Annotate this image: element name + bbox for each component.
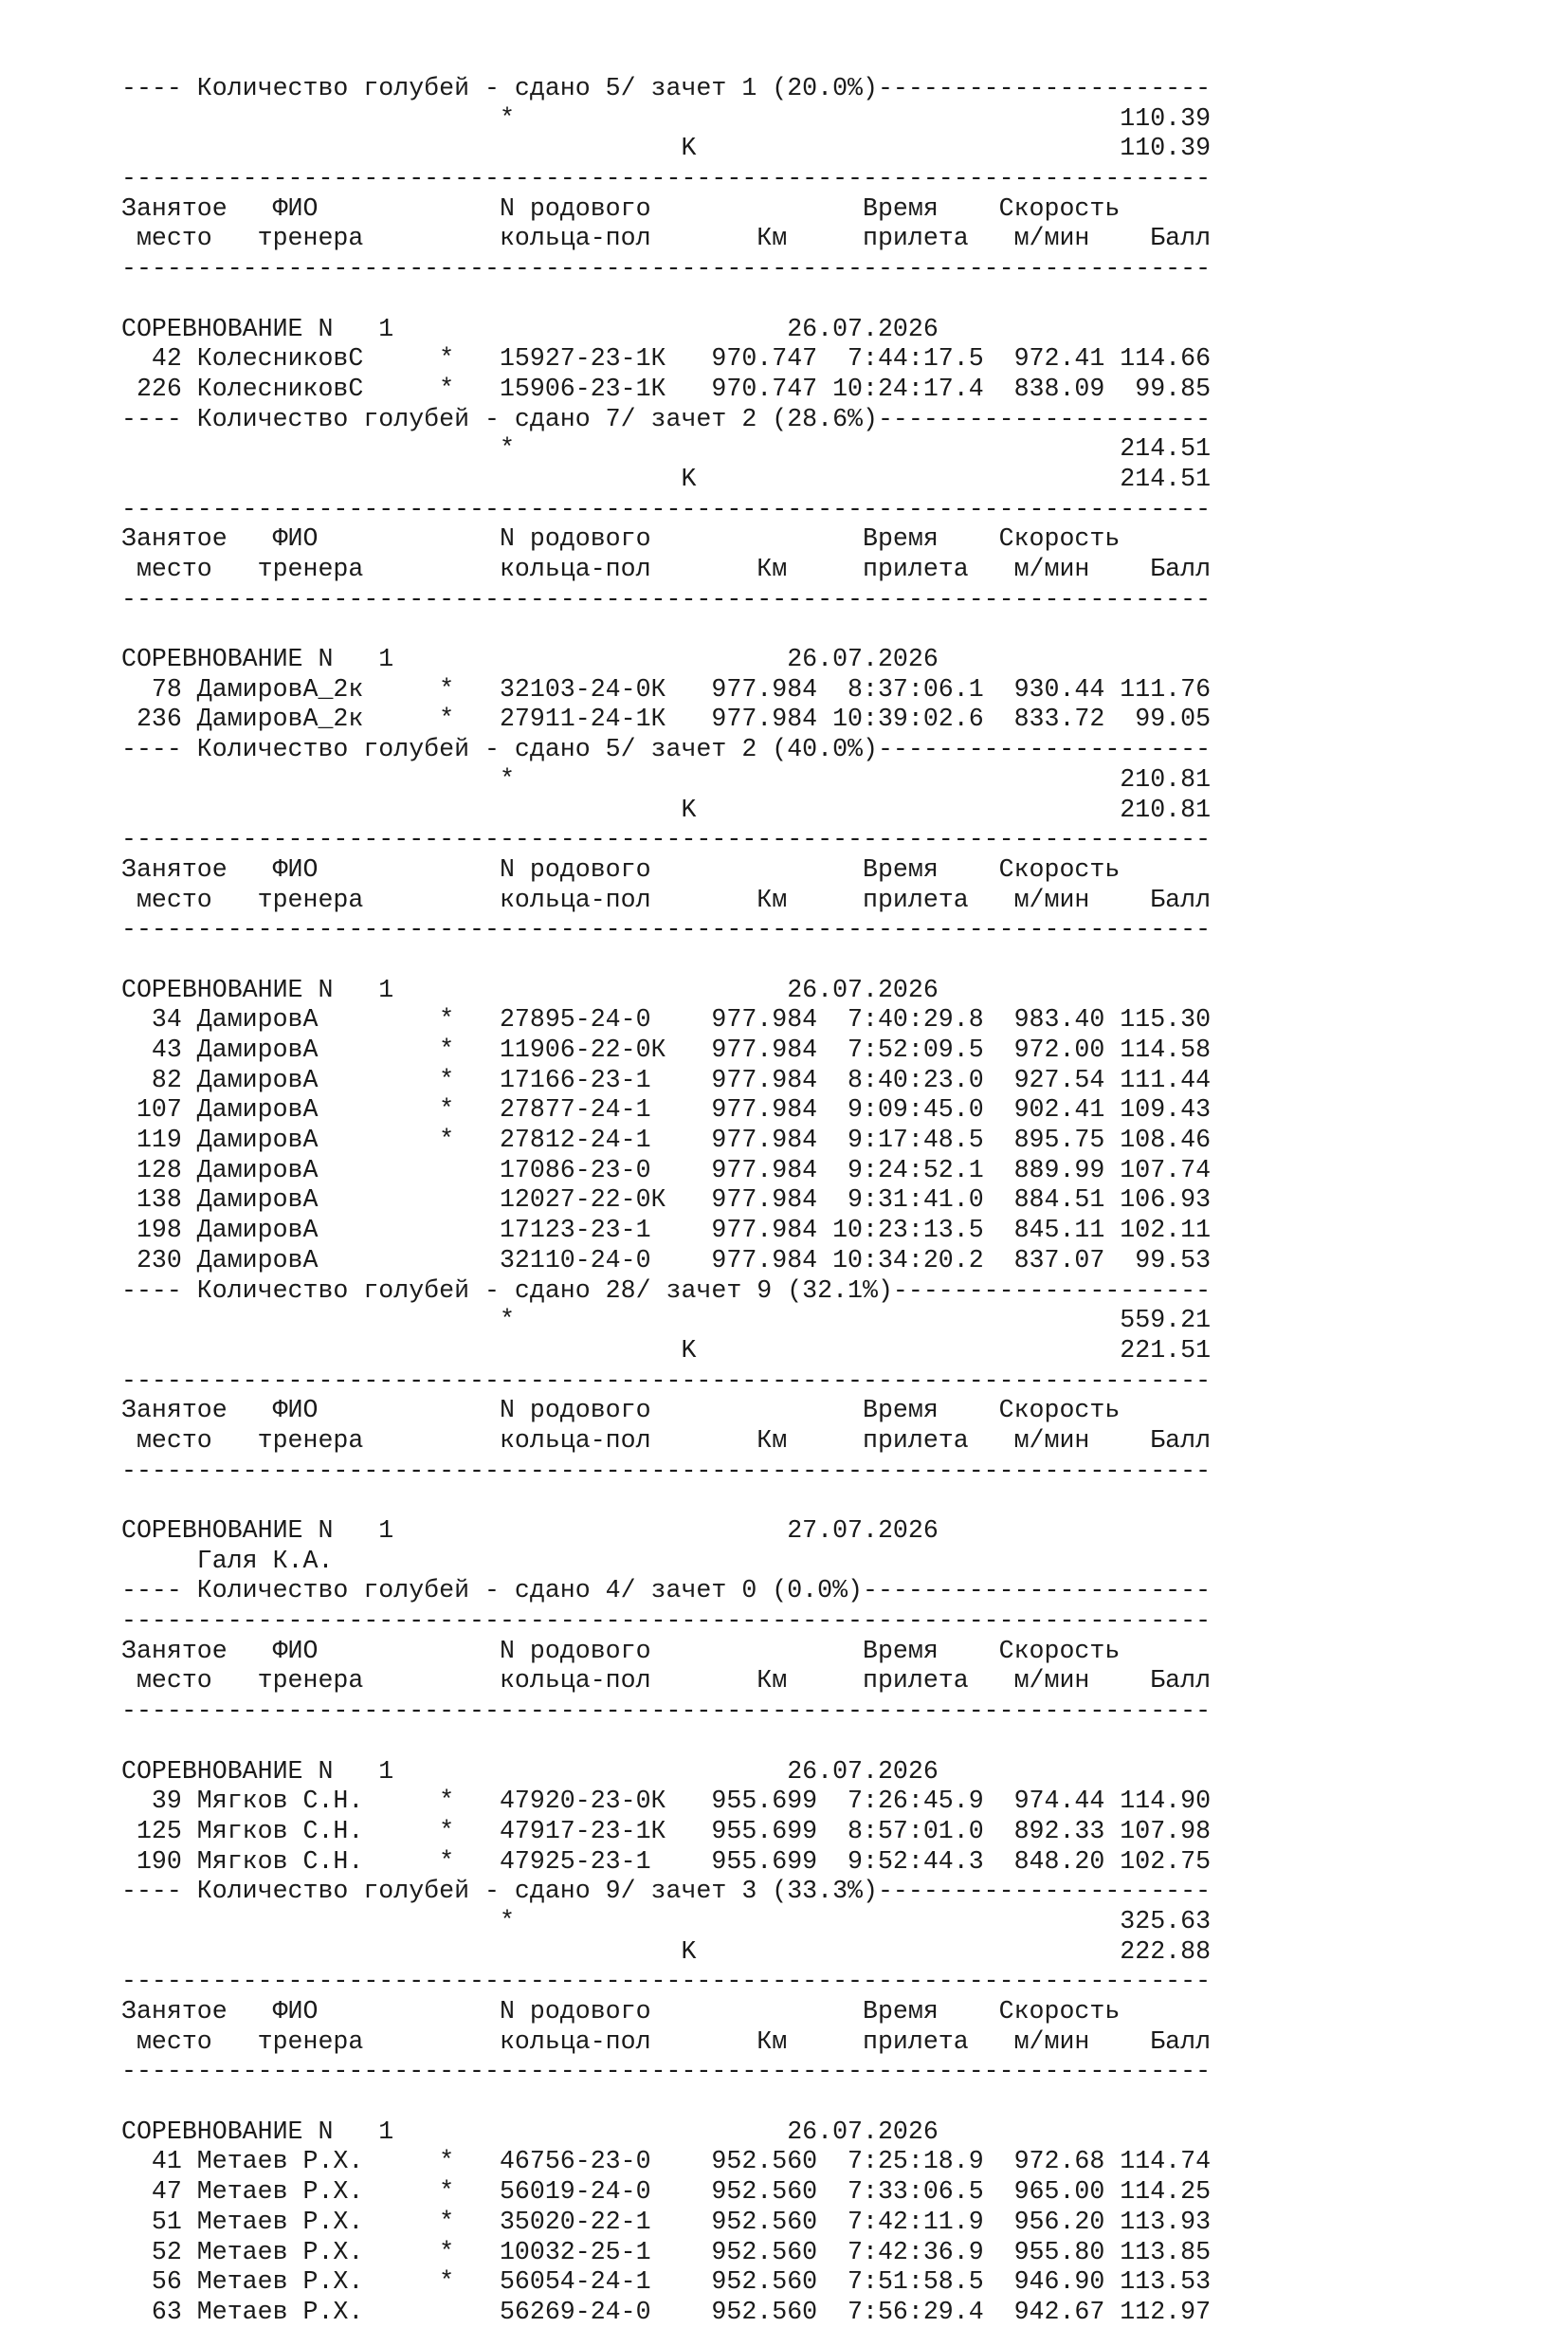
header-line: Занятое ФИО N родового Время Скорость — [121, 1997, 1212, 2026]
total-line: * 559.21 — [121, 1306, 1212, 1335]
report-line: Галя К.А. — [121, 1546, 334, 1575]
summary-line: ---- Количество голубей - сдано 5/ зачет 2 (40.0%)---------------------- — [121, 735, 1212, 764]
result-row: 34 ДамировА * 27895-24-0 977.984 7:40:29.8 983.40 115.30 — [121, 1005, 1212, 1035]
competition-line: СОРЕВНОВАНИЕ N 1 27.07.2026 — [121, 1516, 939, 1545]
header-line: место тренера кольца-пол Км прилета м/мин Балл — [121, 885, 1212, 914]
blank-line — [121, 1486, 1211, 1516]
result-row: 43 ДамировА * 11906-22-0К 977.984 7:52:09.5 972.00 114.58 — [121, 1036, 1212, 1064]
total-line: K 110.39 — [121, 134, 1212, 163]
summary-line: ------------------------------------------------------------------------ — [121, 2057, 1212, 2086]
summary-line: ------------------------------------------------------------------------ — [121, 254, 1212, 284]
total-line: * 214.51 — [121, 434, 1212, 464]
summary-line: ------------------------------------------------------------------------ — [121, 584, 1212, 614]
blank-line — [121, 2087, 1211, 2117]
result-row: 52 Метаев Р.Х. * 10032-25-1 952.560 7:42:36.9 955.80 113.85 — [121, 2237, 1212, 2266]
summary-line: ------------------------------------------------------------------------ — [121, 825, 1212, 854]
results-document — [121, 74, 1211, 2328]
result-row: 41 Метаев Р.Х. * 46756-23-0 952.560 7:25:18.9 972.68 114.74 — [121, 2147, 1212, 2176]
summary-line: ------------------------------------------------------------------------ — [121, 494, 1212, 523]
summary-line: ------------------------------------------------------------------------ — [121, 1366, 1212, 1395]
total-line: K 214.51 — [121, 464, 1212, 493]
header-line: место тренера кольца-пол Км прилета м/мин Балл — [121, 1425, 1212, 1455]
summary-line: ------------------------------------------------------------------------ — [121, 1696, 1212, 1726]
result-row: 39 Мягков С.Н. * 47920-23-0К 955.699 7:26:45.9 974.44 114.90 — [121, 1787, 1212, 1816]
total-line: K 222.88 — [121, 1936, 1212, 1966]
summary-line: ------------------------------------------------------------------------ — [121, 164, 1212, 193]
result-row: 82 ДамировА * 17166-23-1 977.984 8:40:23.0 927.54 111.44 — [121, 1065, 1212, 1094]
header-line: Занятое ФИО N родового Время Скорость — [121, 1396, 1212, 1425]
blank-line — [121, 1727, 1211, 1757]
summary-line: ---- Количество голубей - сдано 7/ зачет 2 (28.6%)---------------------- — [121, 404, 1212, 433]
total-line: * 325.63 — [121, 1906, 1212, 1935]
total-line: * 210.81 — [121, 764, 1212, 794]
result-row: 230 ДамировА 32110-24-0 977.984 10:34:20.2 837.07 99.53 — [121, 1245, 1212, 1274]
result-row: 128 ДамировА 17086-23-0 977.984 9:24:52.1 889.99 107.74 — [121, 1155, 1212, 1184]
result-row: 56 Метаев Р.Х. * 56054-24-1 952.560 7:51:58.5 946.90 113.53 — [121, 2267, 1212, 2297]
result-row: 119 ДамировА * 27812-24-1 977.984 9:17:48.5 895.75 108.46 — [121, 1126, 1212, 1155]
blank-line — [121, 945, 1211, 976]
header-line: Занятое ФИО N родового Время Скорость — [121, 193, 1212, 223]
result-row: 63 Метаев Р.Х. 56269-24-0 952.560 7:56:29.4 942.67 112.97 — [121, 2297, 1212, 2326]
header-line: Занятое ФИО N родового Время Скорость — [121, 854, 1212, 884]
competition-line: СОРЕВНОВАНИЕ N 1 26.07.2026 — [121, 314, 939, 343]
result-row: 47 Метаев Р.Х. * 56019-24-0 952.560 7:33:06.5 965.00 114.25 — [121, 2177, 1212, 2207]
summary-line: ------------------------------------------------------------------------ — [121, 915, 1212, 944]
summary-line: ---- Количество голубей - сдано 5/ зачет 1 (20.0%)---------------------- — [121, 74, 1212, 102]
competition-line: СОРЕВНОВАНИЕ N 1 26.07.2026 — [121, 975, 939, 1004]
summary-line: ------------------------------------------------------------------------ — [121, 1456, 1212, 1485]
result-row: 236 ДамировА_2к * 27911-24-1К 977.984 10:39:02.6 833.72 99.05 — [121, 705, 1212, 734]
competition-line: СОРЕВНОВАНИЕ N 1 26.07.2026 — [121, 645, 939, 674]
summary-line: ---- Количество голубей - сдано 9/ зачет 3 (33.3%)---------------------- — [121, 1877, 1212, 1906]
header-line: Занятое ФИО N родового Время Скорость — [121, 1636, 1212, 1665]
header-line: Занятое ФИО N родового Время Скорость — [121, 524, 1212, 554]
blank-line — [121, 614, 1211, 645]
header-line: место тренера кольца-пол Км прилета м/мин Балл — [121, 555, 1212, 583]
result-row: 138 ДамировА 12027-22-0К 977.984 9:31:41.0 884.51 106.93 — [121, 1185, 1212, 1215]
competition-line: СОРЕВНОВАНИЕ N 1 26.07.2026 — [121, 2117, 939, 2146]
summary-line: ------------------------------------------------------------------------ — [121, 1606, 1212, 1636]
result-row: 51 Метаев Р.Х. * 35020-22-1 952.560 7:42:11.9 956.20 113.93 — [121, 2207, 1212, 2236]
result-row: 198 ДамировА 17123-23-1 977.984 10:23:13.5 845.11 102.11 — [121, 1216, 1212, 1245]
header-line: место тренера кольца-пол Км прилета м/мин Балл — [121, 224, 1212, 253]
result-row: 107 ДамировА * 27877-24-1 977.984 9:09:45.0 902.41 109.43 — [121, 1095, 1212, 1125]
header-line: место тренера кольца-пол Км прилета м/мин Балл — [121, 2026, 1212, 2056]
total-line: K 210.81 — [121, 795, 1212, 824]
blank-line — [121, 284, 1211, 315]
result-row: 190 Мягков С.Н. * 47925-23-1 955.699 9:52:44.3 848.20 102.75 — [121, 1846, 1212, 1876]
result-row: 78 ДамировА_2к * 32103-24-0К 977.984 8:37:06.1 930.44 111.76 — [121, 674, 1212, 704]
total-line: K 221.51 — [121, 1335, 1212, 1365]
result-row: 125 Мягков С.Н. * 47917-23-1К 955.699 8:57:01.0 892.33 107.98 — [121, 1816, 1212, 1845]
header-line: место тренера кольца-пол Км прилета м/мин Балл — [121, 1666, 1212, 1696]
result-row: 226 КолесниковС * 15906-23-1К 970.747 10:24:17.4 838.09 99.85 — [121, 374, 1212, 403]
summary-line: ---- Количество голубей - сдано 4/ зачет 0 (0.0%)----------------------- — [121, 1576, 1212, 1605]
competition-line: СОРЕВНОВАНИЕ N 1 26.07.2026 — [121, 1756, 939, 1786]
total-line: * 110.39 — [121, 103, 1212, 133]
summary-line: ------------------------------------------------------------------------ — [121, 1967, 1212, 1996]
result-row: 42 КолесниковС * 15927-23-1К 970.747 7:44:17.5 972.41 114.66 — [121, 344, 1212, 374]
summary-line: ---- Количество голубей - сдано 28/ зачет 9 (32.1%)--------------------- — [121, 1275, 1212, 1305]
